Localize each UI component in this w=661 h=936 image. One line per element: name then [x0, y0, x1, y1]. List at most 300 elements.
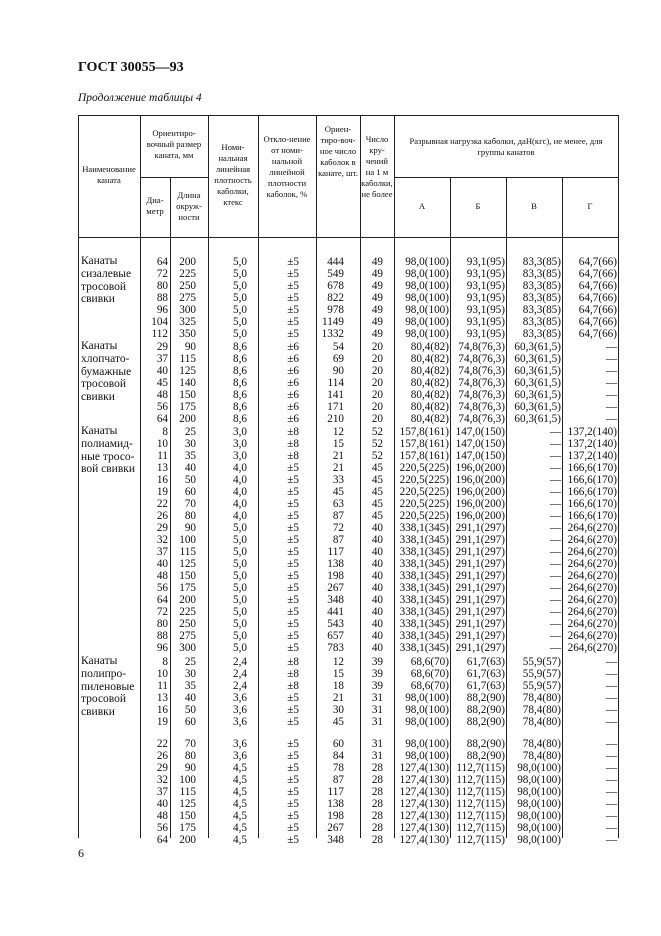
table-row — [0, 546, 661, 558]
cell-twists: 20 — [371, 413, 383, 425]
cell-count: 84 — [332, 750, 344, 762]
cell-load-g: 264,6(270) — [567, 618, 617, 630]
header-circumference: Длина окруж-ности — [176, 190, 202, 222]
cell-load-g: 264,6(270) — [567, 642, 617, 654]
cell-load-v: 78,4(80) — [522, 716, 561, 728]
cell-deviation: ±5 — [287, 534, 299, 546]
cell-twists: 39 — [371, 656, 383, 668]
cell-load-g: — — [605, 750, 617, 762]
cell-twists: 49 — [371, 316, 383, 328]
cell-load-v: — — [549, 570, 561, 582]
cell-load-g: — — [605, 668, 617, 680]
cell-load-v: 78,4(80) — [522, 750, 561, 762]
cell-load-b: 93,1(95) — [466, 328, 505, 340]
cell-load-v: — — [549, 546, 561, 558]
cell-diameter: 16 — [156, 704, 168, 716]
cell-deviation: ±6 — [287, 353, 299, 365]
cell-density: 5,0 — [233, 522, 247, 534]
cell-diameter: 22 — [156, 498, 168, 510]
cell-load-a: 98,0(100) — [405, 316, 449, 328]
cell-load-v: 83,3(85) — [522, 328, 561, 340]
table-row — [0, 594, 661, 606]
cell-load-v: — — [549, 582, 561, 594]
cell-circumference: 175 — [179, 822, 196, 834]
cell-load-a: 338,1(345) — [399, 522, 449, 534]
cell-circumference: 125 — [179, 558, 196, 570]
cell-twists: 45 — [371, 474, 383, 486]
table-row — [0, 292, 661, 304]
cell-circumference: 30 — [184, 438, 196, 450]
cell-load-a: 220,5(225) — [399, 498, 449, 510]
table-row — [0, 582, 661, 594]
cell-twists: 40 — [371, 522, 383, 534]
cell-circumference: 350 — [179, 328, 196, 340]
table-row — [0, 534, 661, 546]
cell-load-g: 64,7(66) — [578, 268, 617, 280]
cell-twists: 40 — [371, 630, 383, 642]
cell-load-g: 137,2(140) — [567, 426, 617, 438]
header-diameter: Диа-метр — [146, 195, 164, 216]
cell-load-v: — — [549, 474, 561, 486]
cell-load-v: 60,3(61,5) — [514, 341, 561, 353]
cell-circumference: 30 — [184, 668, 196, 680]
cell-count: 21 — [332, 692, 344, 704]
cell-load-g: — — [605, 680, 617, 692]
cell-deviation: ±5 — [287, 486, 299, 498]
cell-density: 4,5 — [233, 786, 247, 798]
cell-diameter: 40 — [156, 558, 168, 570]
cell-diameter: 32 — [156, 774, 168, 786]
cell-load-b: 88,2(90) — [466, 738, 505, 750]
cell-twists: 28 — [371, 834, 383, 846]
cell-circumference: 25 — [184, 426, 196, 438]
cell-deviation: ±5 — [287, 558, 299, 570]
cell-load-g: 264,6(270) — [567, 630, 617, 642]
cell-circumference: 115 — [179, 786, 196, 798]
cell-deviation: ±5 — [287, 606, 299, 618]
cell-load-b: 291,1(297) — [455, 522, 505, 534]
cell-load-a: 220,5(225) — [399, 486, 449, 498]
cell-count: 678 — [327, 280, 344, 292]
cell-deviation: ±5 — [287, 256, 299, 268]
cell-density: 4,5 — [233, 762, 247, 774]
cell-twists: 49 — [371, 292, 383, 304]
cell-diameter: 8 — [162, 656, 168, 668]
table-row — [0, 618, 661, 630]
cell-deviation: ±5 — [287, 642, 299, 654]
cell-diameter: 96 — [156, 304, 168, 316]
cell-deviation: ±5 — [287, 798, 299, 810]
cell-density: 4,0 — [233, 486, 247, 498]
cell-load-g: 264,6(270) — [567, 594, 617, 606]
cell-density: 5,0 — [233, 594, 247, 606]
cell-count: 63 — [332, 498, 344, 510]
cell-count: 117 — [327, 546, 344, 558]
cell-diameter: 10 — [156, 668, 168, 680]
cell-count: 33 — [332, 474, 344, 486]
cell-count: 141 — [327, 389, 344, 401]
cell-load-v: 55,9(57) — [522, 656, 561, 668]
cell-count: 978 — [327, 304, 344, 316]
cell-load-v: — — [549, 426, 561, 438]
cell-load-v: — — [549, 510, 561, 522]
cell-circumference: 40 — [184, 692, 196, 704]
cell-twists: 28 — [371, 798, 383, 810]
cell-twists: 49 — [371, 304, 383, 316]
cell-load-v: 83,3(85) — [522, 256, 561, 268]
cell-circumference: 250 — [179, 618, 196, 630]
cell-circumference: 40 — [184, 462, 196, 474]
cell-load-b: 74,8(76,3) — [458, 365, 505, 377]
cell-count: 198 — [327, 570, 344, 582]
header-group-b: Б — [475, 201, 481, 211]
cell-twists: 40 — [371, 570, 383, 582]
header-group-v: В — [531, 201, 537, 211]
cell-deviation: ±6 — [287, 365, 299, 377]
cell-load-b: 93,1(95) — [466, 292, 505, 304]
cell-load-a: 338,1(345) — [399, 570, 449, 582]
cell-circumference: 275 — [179, 630, 196, 642]
cell-load-b: 88,2(90) — [466, 692, 505, 704]
cell-load-v: 98,0(100) — [517, 798, 561, 810]
cell-load-v: 83,3(85) — [522, 280, 561, 292]
table-row — [0, 522, 661, 534]
cell-load-a: 68,6(70) — [410, 680, 449, 692]
cell-load-v: — — [549, 594, 561, 606]
cell-load-g: 64,7(66) — [578, 328, 617, 340]
cell-count: 78 — [332, 762, 344, 774]
cell-load-g: — — [605, 716, 617, 728]
cell-diameter: 88 — [156, 292, 168, 304]
cell-load-b: 74,8(76,3) — [458, 341, 505, 353]
cell-load-v: — — [549, 534, 561, 546]
table-row — [0, 558, 661, 570]
cell-load-b: 74,8(76,3) — [458, 401, 505, 413]
cell-deviation: ±5 — [287, 704, 299, 716]
header-density: Номи-нальная линейная плотность каболки, ктекс — [214, 142, 252, 207]
cell-deviation: ±5 — [287, 692, 299, 704]
cell-load-v: 78,4(80) — [522, 692, 561, 704]
cell-density: 4,5 — [233, 798, 247, 810]
cell-density: 8,6 — [233, 389, 247, 401]
cell-diameter: 96 — [156, 642, 168, 654]
cell-deviation: ±5 — [287, 546, 299, 558]
cell-diameter: 10 — [156, 438, 168, 450]
cell-load-a: 127,4(130) — [399, 798, 449, 810]
cell-density: 4,5 — [233, 834, 247, 846]
cell-density: 5,0 — [233, 304, 247, 316]
cell-load-v: 60,3(61,5) — [514, 353, 561, 365]
cell-circumference: 90 — [184, 522, 196, 534]
cell-density: 8,6 — [233, 353, 247, 365]
cell-circumference: 50 — [184, 704, 196, 716]
cell-count: 267 — [327, 822, 344, 834]
cell-deviation: ±5 — [287, 292, 299, 304]
cell-load-v: — — [549, 450, 561, 462]
table-row — [0, 606, 661, 618]
cell-load-g: — — [605, 341, 617, 353]
table-row — [0, 738, 661, 750]
cell-twists: 31 — [371, 692, 383, 704]
cell-twists: 49 — [371, 280, 383, 292]
cell-load-a: 80,4(82) — [410, 389, 449, 401]
cell-load-v: 98,0(100) — [517, 822, 561, 834]
table-row — [0, 716, 661, 728]
cell-diameter: 29 — [156, 522, 168, 534]
cell-load-b: 74,8(76,3) — [458, 389, 505, 401]
cell-density: 5,0 — [233, 618, 247, 630]
cell-load-a: 98,0(100) — [405, 292, 449, 304]
cell-twists: 28 — [371, 774, 383, 786]
cell-twists: 28 — [371, 810, 383, 822]
cell-load-v: — — [549, 618, 561, 630]
group-label: Канаты сизалевые тросовой свивки — [81, 255, 132, 306]
cell-twists: 20 — [371, 377, 383, 389]
cell-load-b: 112,7(115) — [456, 786, 505, 798]
table-row — [0, 642, 661, 654]
cell-load-v: — — [549, 606, 561, 618]
cell-diameter: 104 — [151, 316, 168, 328]
header-deviation: Откло-нение от номи-нальной линейной плотности каболок, % — [263, 134, 311, 199]
cell-load-b: 88,2(90) — [466, 716, 505, 728]
cell-load-b: 147,0(150) — [455, 426, 505, 438]
cell-load-a: 98,0(100) — [405, 704, 449, 716]
table-row — [0, 341, 661, 353]
table-top-rule — [78, 115, 618, 116]
table-row — [0, 834, 661, 846]
cell-load-g: 64,7(66) — [578, 256, 617, 268]
cell-load-v: 60,3(61,5) — [514, 401, 561, 413]
cell-circumference: 175 — [179, 582, 196, 594]
cell-twists: 52 — [371, 450, 383, 462]
cell-density: 4,5 — [233, 774, 247, 786]
cell-load-g: — — [605, 774, 617, 786]
cell-twists: 45 — [371, 498, 383, 510]
cell-diameter: 56 — [156, 401, 168, 413]
cell-diameter: 64 — [156, 413, 168, 425]
cell-load-g: 264,6(270) — [567, 546, 617, 558]
cell-count: 18 — [332, 680, 344, 692]
cell-load-a: 157,8(161) — [399, 450, 449, 462]
cell-load-b: 93,1(95) — [466, 304, 505, 316]
cell-density: 5,0 — [233, 268, 247, 280]
cell-load-b: 112,7(115) — [456, 774, 505, 786]
cell-load-v: 60,3(61,5) — [514, 389, 561, 401]
cell-count: 45 — [332, 716, 344, 728]
cell-circumference: 140 — [179, 377, 196, 389]
cell-load-b: 93,1(95) — [466, 256, 505, 268]
cell-diameter: 72 — [156, 268, 168, 280]
cell-load-b: 93,1(95) — [466, 316, 505, 328]
cell-load-a: 80,4(82) — [410, 353, 449, 365]
table-continuation-label: Продолжение таблицы 4 — [78, 92, 202, 104]
cell-circumference: 80 — [184, 510, 196, 522]
cell-twists: 49 — [371, 268, 383, 280]
table-row — [0, 377, 661, 389]
cell-deviation: ±5 — [287, 738, 299, 750]
cell-diameter: 64 — [156, 834, 168, 846]
cell-load-v: — — [549, 498, 561, 510]
cell-diameter: 40 — [156, 365, 168, 377]
cell-density: 5,0 — [233, 328, 247, 340]
cell-diameter: 11 — [157, 680, 168, 692]
cell-load-b: 147,0(150) — [455, 438, 505, 450]
cell-density: 5,0 — [233, 582, 247, 594]
table-row — [0, 668, 661, 680]
cell-density: 3,6 — [233, 716, 247, 728]
cell-circumference: 200 — [179, 594, 196, 606]
cell-diameter: 19 — [156, 486, 168, 498]
table-row — [0, 704, 661, 716]
cell-twists: 45 — [371, 462, 383, 474]
group-label: Канаты полиамид-ные тросо-вой свивки — [81, 425, 135, 476]
cell-twists: 40 — [371, 594, 383, 606]
header-group-g: Г — [587, 201, 593, 211]
cell-diameter: 19 — [156, 716, 168, 728]
cell-density: 5,0 — [233, 292, 247, 304]
cell-diameter: 88 — [156, 630, 168, 642]
cell-count: 348 — [327, 594, 344, 606]
cell-density: 3,6 — [233, 738, 247, 750]
cell-twists: 49 — [371, 328, 383, 340]
cell-load-v: 98,0(100) — [517, 774, 561, 786]
cell-load-g: 166,6(170) — [567, 498, 617, 510]
cell-density: 5,0 — [233, 630, 247, 642]
size-subheader-rule — [140, 177, 208, 178]
cell-load-a: 127,4(130) — [399, 774, 449, 786]
cell-load-b: 61,7(63) — [466, 668, 505, 680]
cell-circumference: 200 — [179, 413, 196, 425]
cell-load-b: 196,0(200) — [455, 474, 505, 486]
cell-deviation: ±5 — [287, 762, 299, 774]
cell-load-a: 80,4(82) — [410, 413, 449, 425]
table-row — [0, 774, 661, 786]
cell-load-a: 338,1(345) — [399, 558, 449, 570]
cell-load-v: — — [549, 522, 561, 534]
table-row — [0, 474, 661, 486]
cell-twists: 20 — [371, 401, 383, 413]
cell-load-g: 264,6(270) — [567, 570, 617, 582]
cell-diameter: 64 — [156, 256, 168, 268]
table-row — [0, 438, 661, 450]
cell-load-v: 83,3(85) — [522, 268, 561, 280]
cell-deviation: ±8 — [287, 668, 299, 680]
cell-twists: 31 — [371, 738, 383, 750]
cell-count: 87 — [332, 534, 344, 546]
cell-twists: 20 — [371, 365, 383, 377]
table-row — [0, 413, 661, 425]
table-row — [0, 798, 661, 810]
cell-density: 5,0 — [233, 606, 247, 618]
group-label: Канаты хлопчато-бумажные тросовой свивки — [81, 340, 132, 404]
table-row — [0, 389, 661, 401]
table-row — [0, 510, 661, 522]
cell-load-b: 291,1(297) — [455, 618, 505, 630]
table-row — [0, 401, 661, 413]
cell-deviation: ±5 — [287, 822, 299, 834]
cell-load-a: 98,0(100) — [405, 716, 449, 728]
cell-circumference: 90 — [184, 762, 196, 774]
cell-deviation: ±5 — [287, 786, 299, 798]
cell-load-b: 88,2(90) — [466, 750, 505, 762]
cell-count: 60 — [332, 738, 344, 750]
cell-deviation: ±5 — [287, 570, 299, 582]
cell-deviation: ±5 — [287, 474, 299, 486]
cell-diameter: 26 — [156, 510, 168, 522]
cell-deviation: ±8 — [287, 656, 299, 668]
cell-load-g: — — [605, 822, 617, 834]
cell-deviation: ±5 — [287, 280, 299, 292]
cell-diameter: 13 — [156, 462, 168, 474]
table-row — [0, 692, 661, 704]
cell-circumference: 115 — [179, 546, 196, 558]
table-row — [0, 786, 661, 798]
cell-load-v: 98,0(100) — [517, 786, 561, 798]
cell-count: 138 — [327, 798, 344, 810]
cell-diameter: 37 — [156, 546, 168, 558]
cell-deviation: ±5 — [287, 630, 299, 642]
cell-deviation: ±5 — [287, 462, 299, 474]
cell-count: 210 — [327, 413, 344, 425]
cell-load-g: — — [605, 798, 617, 810]
cell-deviation: ±5 — [287, 304, 299, 316]
cell-load-b: 112,7(115) — [456, 762, 505, 774]
cell-load-v: 55,9(57) — [522, 668, 561, 680]
cell-load-g: 64,7(66) — [578, 316, 617, 328]
cell-count: 54 — [332, 341, 344, 353]
cell-load-a: 68,6(70) — [410, 668, 449, 680]
cell-load-b: 291,1(297) — [455, 570, 505, 582]
cell-density: 8,6 — [233, 365, 247, 377]
cell-circumference: 35 — [184, 450, 196, 462]
table-row — [0, 304, 661, 316]
cell-density: 3,0 — [233, 438, 247, 450]
cell-diameter: 48 — [156, 810, 168, 822]
cell-twists: 40 — [371, 534, 383, 546]
cell-twists: 40 — [371, 642, 383, 654]
cell-load-a: 127,4(130) — [399, 762, 449, 774]
cell-load-a: 80,4(82) — [410, 377, 449, 389]
cell-load-g: — — [605, 353, 617, 365]
cell-load-b: 74,8(76,3) — [458, 413, 505, 425]
cell-deviation: ±5 — [287, 750, 299, 762]
table-row — [0, 486, 661, 498]
cell-diameter: 112 — [151, 328, 168, 340]
table-row — [0, 256, 661, 268]
cell-load-v: 60,3(61,5) — [514, 377, 561, 389]
cell-load-b: 196,0(200) — [455, 486, 505, 498]
table-row — [0, 630, 661, 642]
cell-load-g: 166,6(170) — [567, 486, 617, 498]
cell-circumference: 50 — [184, 474, 196, 486]
cell-load-g: 264,6(270) — [567, 534, 617, 546]
cell-circumference: 90 — [184, 341, 196, 353]
cell-density: 2,4 — [233, 668, 247, 680]
cell-load-b: 74,8(76,3) — [458, 353, 505, 365]
cell-deviation: ±5 — [287, 316, 299, 328]
cell-load-g: 264,6(270) — [567, 606, 617, 618]
cell-density: 5,0 — [233, 316, 247, 328]
cell-diameter: 32 — [156, 534, 168, 546]
cell-load-b: 112,7(115) — [456, 822, 505, 834]
cell-load-b: 291,1(297) — [455, 558, 505, 570]
cell-density: 5,0 — [233, 570, 247, 582]
cell-load-a: 98,0(100) — [405, 256, 449, 268]
table-row — [0, 656, 661, 668]
cell-load-g: 166,6(170) — [567, 474, 617, 486]
cell-circumference: 150 — [179, 570, 196, 582]
cell-load-b: 291,1(297) — [455, 594, 505, 606]
